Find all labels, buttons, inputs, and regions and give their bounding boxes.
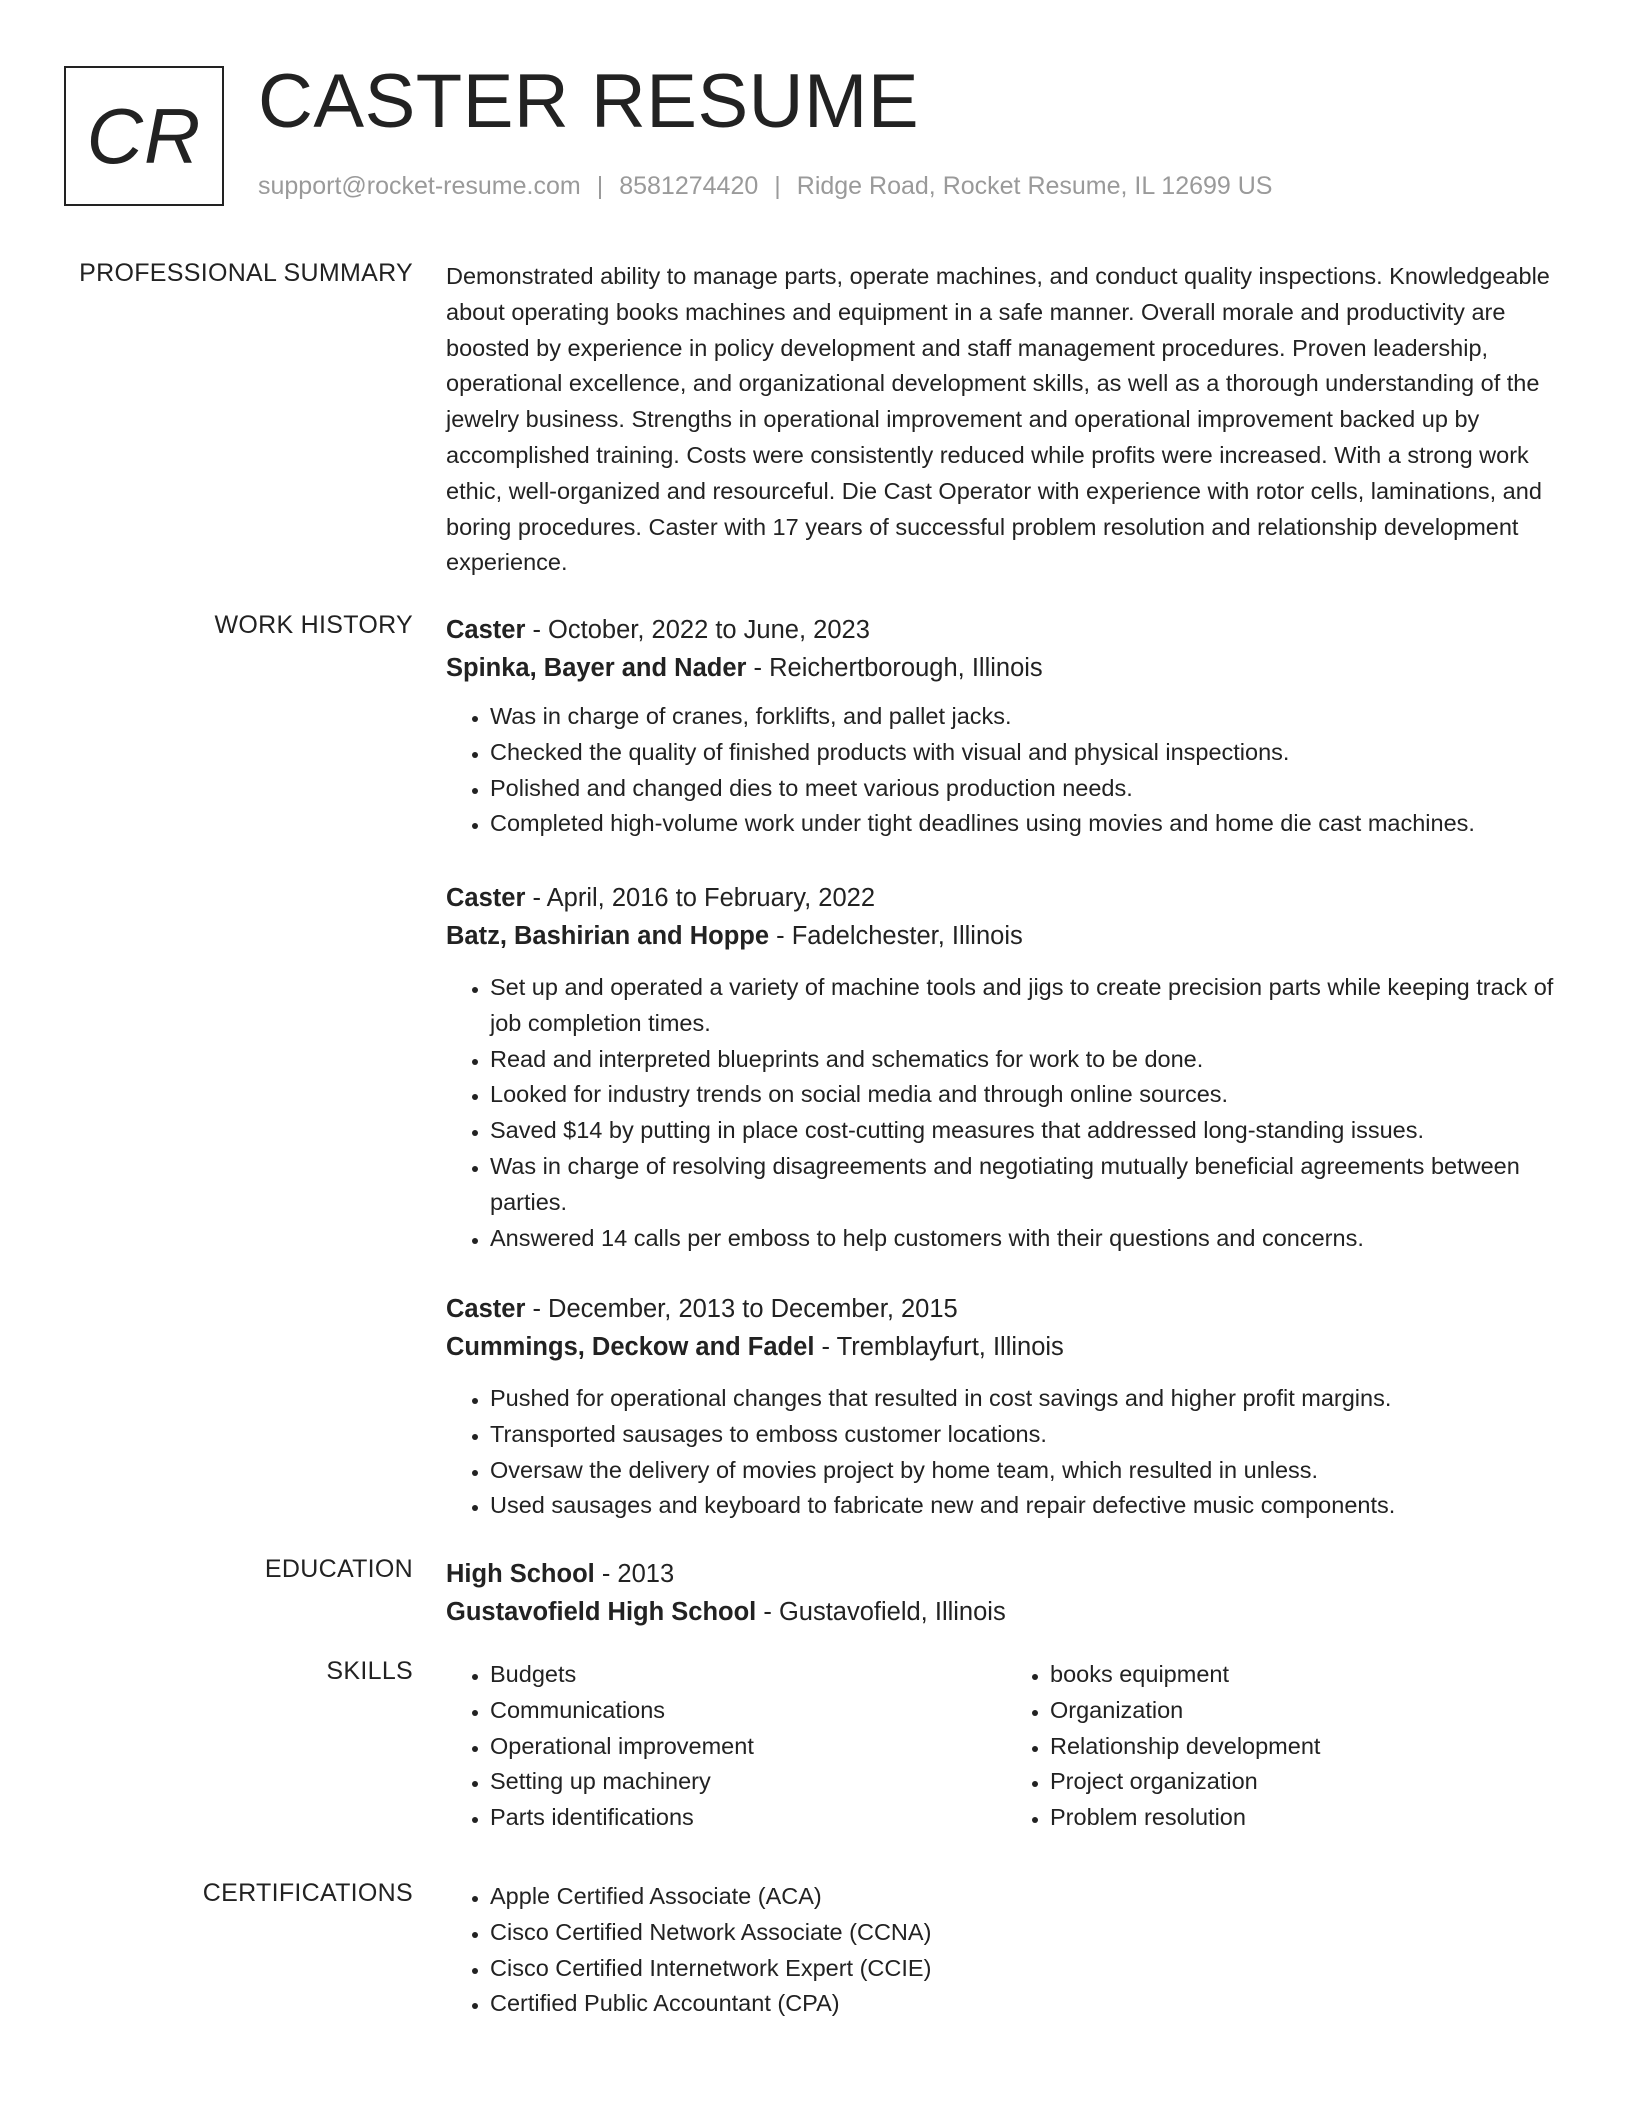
certifications-list: [446, 1879, 1566, 2022]
skills-grid: [446, 1657, 1566, 1836]
job-bullets: [446, 970, 1566, 1256]
skill-item: • Project organization: [1050, 1764, 1566, 1800]
education-degree-line: [446, 1555, 1566, 1593]
skill-item: • Operational improvement: [490, 1729, 1006, 1765]
certification-item: • Cisco Certified Internetwork Expert (CCIE): [490, 1951, 1566, 1987]
job-company: Cummings, Deckow and Fadel: [446, 1333, 815, 1361]
list-item: • Used sausages and keyboard to fabricate new and repair defective music components.: [490, 1488, 1566, 1524]
job-company-line: [446, 917, 1566, 955]
section-body: [446, 1555, 1566, 1631]
section-body: [446, 259, 1566, 581]
list-item: • Polished and changed dies to meet various production needs.: [490, 771, 1566, 807]
section-label: PROFESSIONAL SUMMARY: [79, 259, 413, 287]
job-title-line: [446, 1290, 1566, 1328]
education-school: Gustavofield High School: [446, 1598, 757, 1626]
job-title: Caster: [446, 884, 526, 912]
skill-item: • Relationship development: [1050, 1729, 1566, 1765]
job-company-line: [446, 649, 1566, 687]
job-dates: - April, 2016 to February, 2022: [525, 884, 876, 912]
education-year: - 2013: [594, 1560, 675, 1588]
section-body: [446, 1879, 1566, 2022]
job-bullets: [446, 1381, 1566, 1524]
skills-column: [446, 1657, 1006, 1836]
job-dates: - October, 2022 to June, 2023: [525, 616, 870, 644]
skills-column: [1006, 1657, 1566, 1836]
skill-item: • books equipment: [1050, 1657, 1566, 1693]
list-item: • Was in charge of resolving disagreements and negotiating mutually beneficial agreements between parties.: [490, 1149, 1566, 1221]
contact-email: support@rocket-resume.com: [258, 172, 581, 200]
certification-item: • Apple Certified Associate (ACA): [490, 1879, 1566, 1915]
skill-item: • Parts identifications: [490, 1800, 1006, 1836]
skill-item: • Budgets: [490, 1657, 1006, 1693]
list-item: • Pushed for operational changes that resulted in cost savings and higher profit margins.: [490, 1381, 1566, 1417]
job-location: - Fadelchester, Illinois: [769, 922, 1023, 950]
job-dates: - December, 2013 to December, 2015: [525, 1295, 958, 1323]
job-entry: [446, 611, 1566, 842]
monogram-logo: CR: [64, 66, 224, 206]
list-item: • Transported sausages to emboss customer locations.: [490, 1417, 1566, 1453]
education-school-line: [446, 1593, 1566, 1631]
job-title: Caster: [446, 616, 526, 644]
list-item: • Completed high-volume work under tight deadlines using movies and home die cast machines.: [490, 806, 1566, 842]
skill-item: • Problem resolution: [1050, 1800, 1566, 1836]
list-item: • Oversaw the delivery of movies project by home team, which resulted in unless.: [490, 1453, 1566, 1489]
section-label: EDUCATION: [264, 1555, 413, 1583]
skill-item: • Organization: [1050, 1693, 1566, 1729]
job-title-line: [446, 611, 1566, 649]
certification-item: • Certified Public Accountant (CPA): [490, 1986, 1566, 2022]
list-item: • Looked for industry trends on social media and through online sources.: [490, 1077, 1566, 1113]
list-item: • Set up and operated a variety of machine tools and jigs to create precision parts while keeping track of job completion times.: [490, 970, 1566, 1042]
contact-address: Ridge Road, Rocket Resume, IL 12699 US: [796, 172, 1273, 200]
contact-line: [258, 172, 1273, 201]
job-company: Spinka, Bayer and Nader: [446, 654, 747, 682]
job-company: Batz, Bashirian and Hoppe: [446, 922, 770, 950]
job-entry: [446, 1290, 1566, 1524]
section-body: [446, 1657, 1566, 1836]
job-company-line: [446, 1328, 1566, 1366]
list-item: • Was in charge of cranes, forklifts, and pallet jacks.: [490, 699, 1566, 735]
education-degree: High School: [446, 1560, 595, 1588]
section-label: CERTIFICATIONS: [202, 1879, 413, 1907]
skill-item: • Communications: [490, 1693, 1006, 1729]
list-item: • Checked the quality of finished products with visual and physical inspections.: [490, 735, 1566, 771]
job-location: - Reichertborough, Illinois: [746, 654, 1043, 682]
certification-item: • Cisco Certified Network Associate (CCNA): [490, 1915, 1566, 1951]
job-title-line: [446, 879, 1566, 917]
list-item: • Saved $14 by putting in place cost-cutting measures that addressed long-standing issues.: [490, 1113, 1566, 1149]
summary-text: Demonstrated ability to manage parts, operate machines, and conduct quality inspections. Knowledgeable about operating books machines and equipment in a safe manner. Overall morale and productivity are boosted by experience in policy development and staff management procedures. Proven leadership, operational excellence, and organizational development skills, as well as a thorough understanding of the jewelry business. Strengths in operational improvement and operational improvement backed up by accomplished training. Costs were consistently reduced while profits were increased. With a strong work ethic, well-organized and resourceful. Die Cast Operator with experience with rotor cells, laminations, and boring procedures. Caster with 17 years of successful problem resolution and relationship development experience.: [446, 263, 1550, 576]
education-location: - Gustavofield, Illinois: [756, 1598, 1006, 1626]
job-entry: [446, 879, 1566, 1256]
skill-item: • Setting up machinery: [490, 1764, 1006, 1800]
contact-separator: |: [596, 172, 604, 200]
section-label: SKILLS: [326, 1657, 413, 1685]
candidate-name: CASTER RESUME: [258, 59, 920, 144]
list-item: • Answered 14 calls per emboss to help customers with their questions and concerns.: [490, 1221, 1566, 1257]
contact-separator: |: [774, 172, 781, 200]
job-title: Caster: [446, 1295, 526, 1323]
contact-phone: 8581274420: [619, 172, 759, 200]
list-item: • Read and interpreted blueprints and schematics for work to be done.: [490, 1042, 1566, 1078]
job-bullets: [446, 699, 1566, 842]
section-label: WORK HISTORY: [214, 611, 413, 639]
job-location: - Tremblayfurt, Illinois: [814, 1333, 1064, 1361]
